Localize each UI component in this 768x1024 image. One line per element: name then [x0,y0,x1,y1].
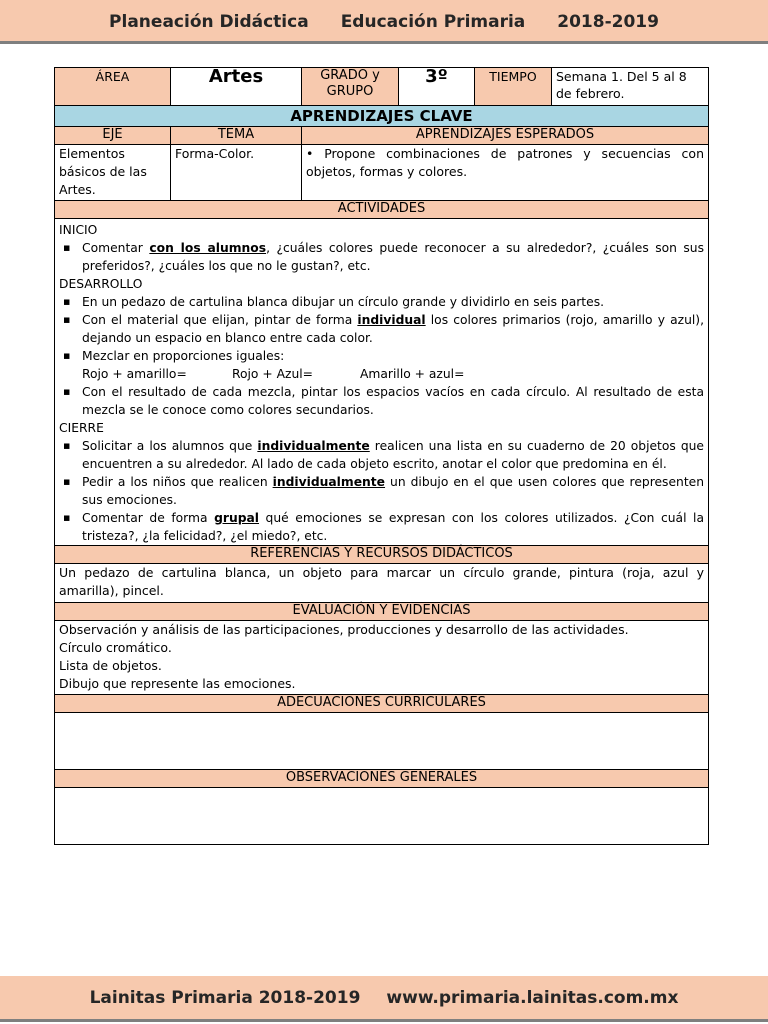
header-level: Educación Primaria [340,11,526,32]
area-label: ÁREA [55,68,171,106]
list-item [59,383,704,419]
esperados-header: APRENDIZAJES ESPERADOS [302,127,709,145]
esperado-value: • Propone combinaciones de patrones y secuencias con objetos, formas y colores. [302,145,709,201]
inicio-1-rest: , ¿cuáles colores puede reconocer a su alrededor?, ¿cuáles son sus preferidos?, ¿cuáles los que no le gustan?, etc. [82,241,705,273]
list-item [59,293,704,311]
inicio-1-text: Comentar [82,241,150,255]
evaluacion-line: Lista de objetos. [59,658,162,673]
cierre-3-text: Comentar de forma [82,511,215,525]
evaluacion-body [55,621,709,695]
referencias-text: Un pedazo de cartulina blanca, un objeto para marcar un círculo grande, pintura (roja, azul y amarilla), pincel. [55,564,709,603]
tiempo-value: Semana 1. Del 5 al 8 de febrero. [552,68,709,106]
list-item [59,473,704,509]
aprendizajes-title: APRENDIZAJES CLAVE [55,106,709,127]
inicio-1-emphasis: con los alumnos [149,241,267,255]
eje-header: EJE [55,127,171,145]
evaluacion-line: Círculo cromático. [59,640,172,655]
footer-name: Lainitas Primaria 2018-2019 [89,987,361,1008]
referencias-title: REFERENCIAS Y RECURSOS DIDÁCTICOS [55,546,709,564]
desarrollo-2-rest: los colores primarios (rojo, amarillo y azul), dejando un espacio en blanco entre cada color. [82,313,704,345]
observaciones-title: OBSERVACIONES GENERALES [55,770,709,788]
grado-label: GRADO y GRUPO [302,68,399,106]
tema-value: Forma-Color. [171,145,302,201]
list-item [59,347,704,383]
desarrollo-3-text: ▪ Mezclar en proporciones iguales: [82,349,285,363]
cierre-3-rest: qué emociones se expresan con los colores utilizados. ¿Con cuál la tristeza?, ¿la felicidad?, ¿el miedo?, etc. [82,511,704,543]
grado-value: 3º [399,68,475,106]
header-band [0,0,768,44]
cierre-1-text: Solicitar a los alumnos que [82,439,258,453]
cierre-2-emphasis: individualmente [272,475,386,489]
evaluacion-line: Observación y análisis de las participaciones, producciones y desarrollo de las actividades. [59,622,629,637]
evaluacion-line: Dibujo que represente las emociones. [59,676,296,691]
tiempo-label: TIEMPO [475,68,552,106]
desarrollo-1-text: En un pedazo de cartulina blanca dibujar un círculo grande y dividirlo en seis partes. [82,295,605,309]
list-item [59,311,704,347]
actividades-body [55,219,709,546]
desarrollo-2-text: Con el material que elijan, pintar de forma [82,313,358,327]
mezcla-2: Rojo + Azul= [232,367,313,381]
list-item [59,437,704,473]
observaciones-body [55,788,709,845]
mezcla-3: Amarillo + azul= [360,367,465,381]
tema-header: TEMA [171,127,302,145]
eje-value: Elementos básicos de las Artes. [55,145,171,201]
cierre-1-rest: realicen una lista en su cuaderno de 20 objetos que encuentren a su alrededor. Al lado de cada objeto escrito, anotar el color que predomina en él. [82,439,704,471]
footer-url[interactable]: www.primaria.lainitas.com.mx [386,987,679,1008]
mezcla-row [82,365,704,383]
lesson-plan-table [54,67,709,845]
cierre-3-emphasis: grupal [214,511,260,525]
inicio-label: INICIO [59,223,98,237]
desarrollo-2-emphasis: individual [357,313,426,327]
actividades-title: ACTIVIDADES [55,201,709,219]
list-item [59,239,704,275]
cierre-list [59,437,704,545]
footer-band [0,976,768,1022]
desarrollo-label: DESARROLLO [59,277,143,291]
mezcla-1: Rojo + amarillo= [82,367,187,381]
adecuaciones-body [55,713,709,770]
header-year: 2018-2019 [557,11,659,32]
cierre-1-emphasis: individualmente [257,439,370,453]
cierre-2-rest: un dibujo en el que usen colores que representen sus emociones. [82,475,704,507]
desarrollo-list [59,293,704,419]
evaluacion-title: EVALUACIÓN Y EVIDENCIAS [55,603,709,621]
cierre-2-text: Pedir a los niños que realicen [82,475,273,489]
header-title: Planeación Didáctica [109,11,309,32]
area-value: Artes [171,68,302,106]
inicio-list [59,239,704,275]
desarrollo-4-text: Con el resultado de cada mezcla, pintar los espacios vacíos en cada círculo. Al resultado de esta mezcla se le conoce como colores secundarios. [82,385,704,417]
cierre-label: CIERRE [59,421,104,435]
list-item [59,509,704,545]
adecuaciones-title: ADECUACIONES CURRICULARES [55,695,709,713]
